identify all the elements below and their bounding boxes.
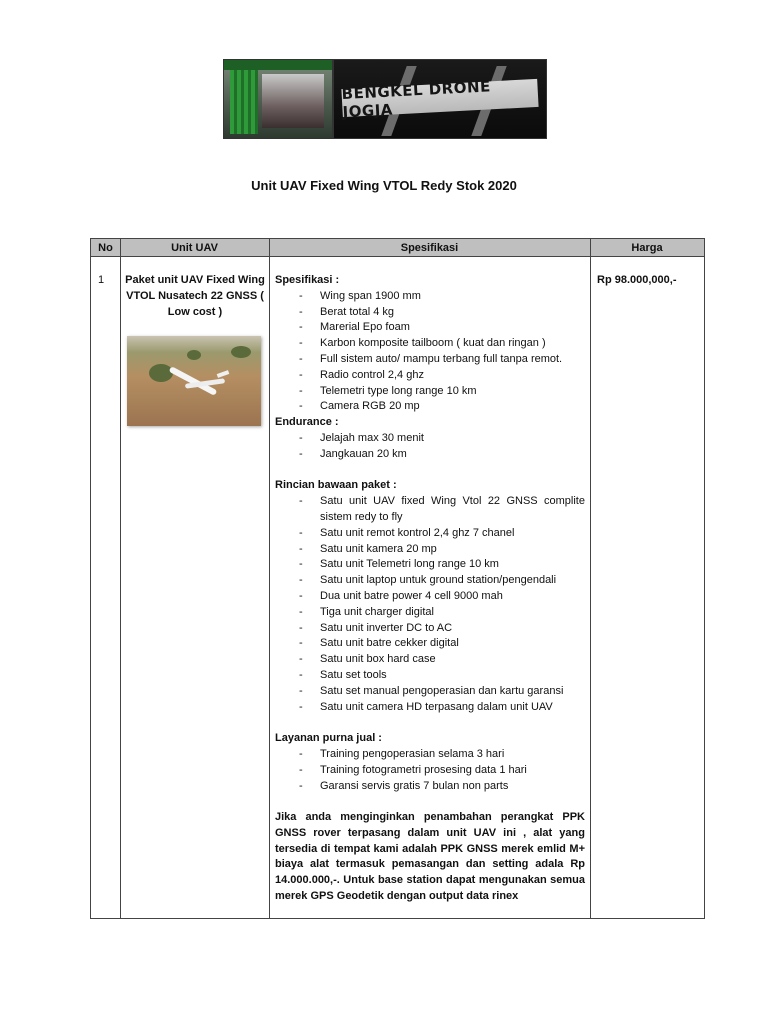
- list-item: - Marerial Epo foam: [275, 320, 585, 336]
- list-item: - Satu unit UAV fixed Wing Vtol 22 GNSS complite sistem redy to fly: [275, 494, 585, 526]
- column-divider: [590, 239, 591, 918]
- header-unit: Unit UAV: [120, 239, 269, 257]
- list-item: - Camera RGB 20 mp: [275, 399, 585, 415]
- list-item: - Telemetri type long range 10 km: [275, 384, 585, 400]
- list-item: - Garansi servis gratis 7 bulan non parts: [275, 779, 585, 795]
- price-value: Rp 98.000,000,-: [597, 274, 677, 286]
- workshop-photo: [223, 59, 333, 139]
- package-list: [275, 494, 585, 715]
- endurance-section-title: Endurance :: [275, 416, 339, 429]
- list-item: - Jangkauan 20 km: [275, 447, 585, 463]
- list-item: - Training fotogrametri prosesing data 1 hari: [275, 763, 585, 779]
- list-item: - Satu unit kamera 20 mp: [275, 542, 585, 558]
- gnss-note: Jika anda menginginkan penambahan perangkat PPK GNSS rover terpasang dalam unit UAV ini , alat yang tersedia di tempat kami adalah PPK GNSS merek emlid M+ biaya alat termasuk pemasangan dan setting adala Rp 14.000.000,-. Untuk base station dapat mengunakan semua merek GPS Geodetik dengan output data rinex: [275, 811, 585, 903]
- list-item: - Full sistem auto/ mampu terbang full tanpa remot.: [275, 352, 585, 368]
- spec-section-title: Spesifikasi :: [275, 274, 340, 286]
- list-item: - Tiga unit charger digital: [275, 605, 585, 621]
- header-spec: Spesifikasi: [269, 239, 590, 257]
- endurance-list: [275, 431, 585, 463]
- brand-logo-text: BENGKEL DRONE JOGJA: [341, 79, 538, 117]
- unit-name: Paket unit UAV Fixed Wing VTOL Nusatech 22 GNSS ( Low cost ): [125, 274, 265, 318]
- row-number: 1: [98, 274, 105, 286]
- list-item: - Satu set tools: [275, 668, 585, 684]
- list-item: - Satu unit box hard case: [275, 652, 585, 668]
- list-item: - Satu unit batre cekker digital: [275, 636, 585, 652]
- specification-cell: [275, 273, 585, 905]
- list-item: - Berat total 4 kg: [275, 305, 585, 321]
- column-divider: [120, 239, 121, 918]
- list-item: - Dua unit batre power 4 cell 9000 mah: [275, 589, 585, 605]
- spec-list: [275, 289, 585, 415]
- header-banner: [223, 59, 547, 139]
- column-divider: [269, 239, 270, 918]
- list-item: - Satu unit camera HD terpasang dalam unit UAV: [275, 700, 585, 716]
- document-title: Unit UAV Fixed Wing VTOL Redy Stok 2020: [251, 178, 517, 193]
- list-item: - Satu unit laptop untuk ground station/pengendali: [275, 573, 585, 589]
- product-table: [90, 238, 705, 919]
- list-item: - Satu unit inverter DC to AC: [275, 621, 585, 637]
- service-list: [275, 747, 585, 794]
- package-section-title: Rincian bawaan paket :: [275, 479, 397, 492]
- list-item: - Satu set manual pengoperasian dan kartu garansi: [275, 684, 585, 700]
- list-item: - Karbon komposite tailboom ( kuat dan ringan ): [275, 336, 585, 352]
- drone-photo: [127, 336, 261, 426]
- list-item: - Satu unit remot kontrol 2,4 ghz 7 chanel: [275, 526, 585, 542]
- brand-logo: [333, 59, 547, 139]
- header-price: Harga: [590, 239, 704, 257]
- list-item: - Jelajah max 30 menit: [275, 431, 585, 447]
- header-no: No: [91, 239, 120, 257]
- service-section-title: Layanan purna jual :: [275, 732, 382, 745]
- list-item: - Satu unit Telemetri long range 10 km: [275, 557, 585, 573]
- list-item: - Training pengoperasian selama 3 hari: [275, 747, 585, 763]
- list-item: - Wing span 1900 mm: [275, 289, 585, 305]
- list-item: - Radio control 2,4 ghz: [275, 368, 585, 384]
